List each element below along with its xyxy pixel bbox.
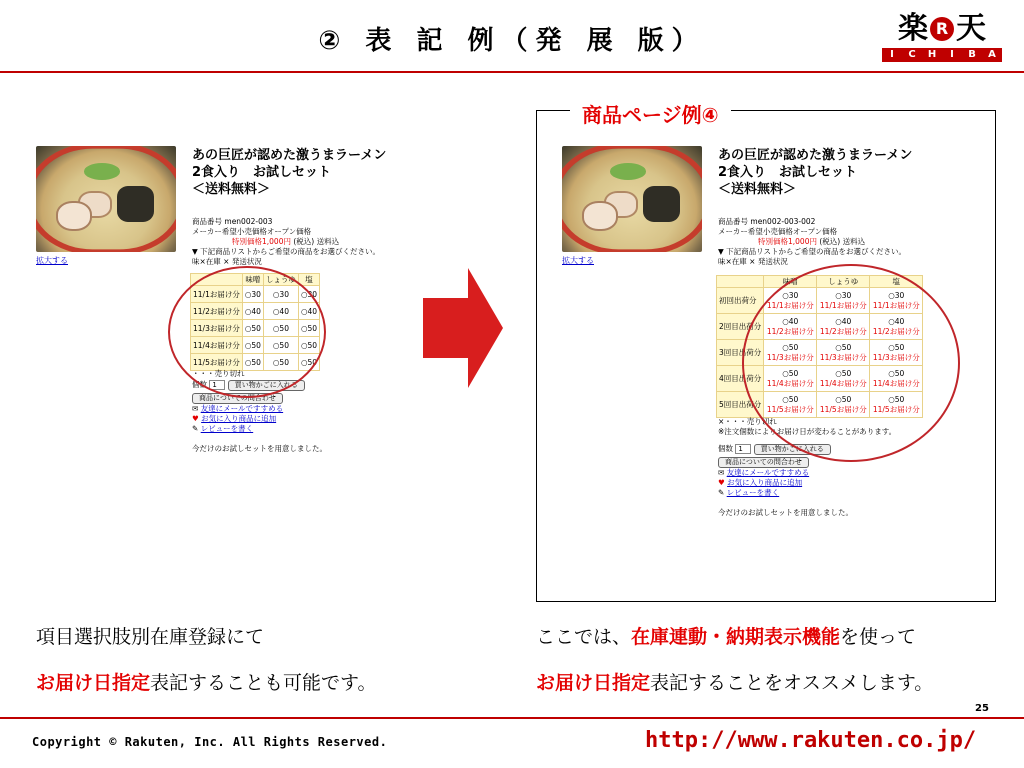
column-header: しょうゆ [263, 274, 298, 286]
header-divider [0, 71, 1024, 73]
row-label: 4回目出荷分 [717, 366, 764, 392]
highlight-ellipse-right [742, 264, 960, 462]
stock-option-radio[interactable]: ○50 [298, 320, 319, 337]
inquiry-button[interactable]: 商品についての問合わせ [192, 393, 283, 404]
stock-value: ○50 [888, 342, 905, 352]
stock-option-radio[interactable]: ○50 [263, 354, 298, 371]
caption-left-1: 項目選択肢別在庫登録にて [36, 626, 265, 648]
stock-option-radio[interactable]: ○50 [263, 337, 298, 354]
row-label: 11/3お届け分 [191, 320, 243, 337]
rakuten-url: http://www.rakuten.co.jp/ [645, 728, 977, 753]
highlight-ellipse-left [168, 266, 326, 398]
enlarge-link-right[interactable]: 拡大する [562, 256, 594, 265]
row-label: 2回目出荷分 [717, 314, 764, 340]
stock-option-radio[interactable]: ○30 [242, 286, 263, 303]
frame-title: 商品ページ例④ [570, 99, 731, 128]
delivery-date: 11/1お届け分 [766, 300, 814, 310]
row-label: 11/4お届け分 [191, 337, 243, 354]
inquiry-button-right[interactable]: 商品についての問合わせ [718, 457, 809, 468]
favorite-link[interactable]: お気に入り商品に追加 [201, 414, 277, 423]
stock-option-radio[interactable]: ○50 [242, 320, 263, 337]
caption-left-2: お届け日指定表記することも可能です。 [36, 672, 377, 694]
delivery-date: 11/1お届け分 [872, 300, 920, 310]
row-label: 11/1お届け分 [191, 286, 243, 303]
stock-value: ○40 [888, 316, 905, 326]
stock-value: ○50 [782, 368, 799, 378]
product-title: あの巨匠が認めた激うまラーメン 2食入り お試しセット ＜送料無料＞ [192, 148, 387, 197]
page-number: 25 [975, 703, 989, 714]
delivery-date: 11/5お届け分 [819, 404, 867, 414]
stock-option-radio[interactable]: ○40 [242, 303, 263, 320]
column-header: 味噌 [242, 274, 263, 286]
delivery-date: 11/3お届け分 [872, 352, 920, 362]
row-label: 11/2お届け分 [191, 303, 243, 320]
column-header: しょうゆ [817, 276, 870, 288]
pen-icon: ✎ [192, 424, 199, 433]
product-title-right: あの巨匠が認めた激うまラーメン 2食入り お試しセット ＜送料無料＞ [718, 148, 913, 197]
stock-option-radio[interactable]: ○40 [263, 303, 298, 320]
stock-value: ○50 [888, 368, 905, 378]
logo-mark-2: 天 [956, 11, 986, 46]
stock-value: ○40 [835, 316, 852, 326]
delivery-date: 11/3お届け分 [819, 352, 867, 362]
logo-letter: H [922, 48, 942, 62]
delivery-date: 11/2お届け分 [766, 326, 814, 336]
ramen-photo-right [562, 146, 702, 252]
qty-input-right[interactable]: 1 [735, 444, 751, 454]
footer-divider [0, 717, 1024, 719]
slide-title: ② 表 記 例（発 展 版） [318, 26, 706, 56]
stock-option-radio[interactable]: ○50 [242, 354, 263, 371]
product-info-right: 商品番号 men002-003-002 メーカー希望小売価格オープン価格 特別価格1,000円 (税込) 送料込 ▼ 下記商品リストからご希望の商品をお選びください。 味×在庫 × 発送状況 [718, 217, 907, 266]
stock-value: ○50 [835, 342, 852, 352]
add-to-cart-button-right[interactable]: 買い物かごに入れる [754, 444, 831, 455]
row-label: 3回目出荷分 [717, 340, 764, 366]
delivery-date: 11/2お届け分 [819, 326, 867, 336]
logo-letter: I [942, 48, 962, 62]
logo-letter: I [882, 48, 902, 62]
stock-option-radio[interactable]: ○50 [242, 337, 263, 354]
logo-letter: B [962, 48, 982, 62]
stock-option-radio[interactable]: ○30 [298, 286, 319, 303]
right-arrow-icon [423, 268, 505, 388]
review-link-right[interactable]: レビューを書く [726, 488, 780, 497]
delivery-date: 11/4お届け分 [872, 378, 920, 388]
stock-value: ○50 [782, 342, 799, 352]
delivery-date: 11/2お届け分 [872, 326, 920, 336]
logo-letters [882, 48, 1002, 62]
review-link[interactable]: レビューを書く [200, 424, 254, 433]
row-label: 初回出荷分 [717, 288, 764, 314]
caption-right-2: お届け日指定表記することをオススメします。 [536, 672, 934, 694]
mail-icon: ✉ [192, 404, 199, 413]
right-actions: ×・・・売り切れ ※注文個数によりお届け日が変わることがあります。 個数 1 買い物かごに入れる 商品についての問合わせ ✉ 友達にメールですすめる ♥ お気に入り商品に追加 ✎ レビューを書く 今だけのお試しセットを用意しました。 [718, 417, 897, 517]
delivery-date: 11/4お届け分 [819, 378, 867, 388]
stock-option-radio[interactable]: ○50 [298, 354, 319, 371]
mail-link[interactable]: 友達にメールですすめる [200, 404, 284, 413]
table-corner [717, 276, 764, 288]
logo-r-circle: R [930, 17, 954, 41]
column-header: 塩 [298, 274, 319, 286]
delivery-date: 11/4お届け分 [766, 378, 814, 388]
caption-right-1: ここでは、在庫連動・納期表示機能を使って [536, 626, 917, 648]
mail-link-right[interactable]: 友達にメールですすめる [726, 468, 810, 477]
stock-value: ○50 [835, 368, 852, 378]
column-header: 塩 [870, 276, 923, 288]
qty-input[interactable]: 1 [209, 380, 225, 390]
stock-option-radio[interactable]: ○30 [263, 286, 298, 303]
column-header: 味噌 [764, 276, 817, 288]
stock-value: ○50 [888, 394, 905, 404]
ramen-photo [36, 146, 176, 252]
delivery-date: 11/5お届け分 [872, 404, 920, 414]
logo-letter: C [902, 48, 922, 62]
heart-icon-right: ♥ [718, 478, 725, 487]
stock-value: ○30 [782, 290, 799, 300]
logo-mark-1: 楽 [898, 11, 928, 46]
stock-value: ○30 [835, 290, 852, 300]
enlarge-link[interactable]: 拡大する [36, 256, 68, 265]
stock-value: ○50 [835, 394, 852, 404]
heart-icon: ♥ [192, 414, 199, 423]
stock-option-radio[interactable]: ○40 [298, 303, 319, 320]
delivery-date: 11/3お届け分 [766, 352, 814, 362]
delivery-date: 11/1お届け分 [819, 300, 867, 310]
left-actions: ・・・売り切れ 個数 1 買い物かごに入れる 商品についての問合わせ ✉ 友達にメールですすめる ♥ お気に入り商品に追加 ✎ レビューを書く 今だけのお試しセットを用意しました。 [192, 369, 327, 453]
row-label: 11/5お届け分 [191, 354, 243, 371]
stock-value: ○30 [888, 290, 905, 300]
stock-option-radio[interactable]: ○50 [263, 320, 298, 337]
add-to-cart-button[interactable]: 買い物かごに入れる [228, 380, 305, 391]
row-label: 5回目出荷分 [717, 392, 764, 418]
rakuten-ichiba-logo [882, 12, 1002, 64]
delivery-date: 11/5お届け分 [766, 404, 814, 414]
product-info: 商品番号 men002-003 メーカー希望小売価格オープン価格 特別価格1,000円 (税込) 送料込 ▼ 下記商品リストからご希望の商品をお選びください。 味×在庫 × 発送状況 [192, 217, 381, 266]
pen-icon-right: ✎ [718, 488, 725, 497]
stock-option-radio[interactable]: ○50 [298, 337, 319, 354]
stock-value: ○40 [782, 316, 799, 326]
mail-icon-right: ✉ [718, 468, 725, 477]
favorite-link-right[interactable]: お気に入り商品に追加 [727, 478, 803, 487]
logo-letter: A [982, 48, 1002, 62]
copyright: Copyright © Rakuten, Inc. All Rights Reserved. [32, 735, 388, 749]
stock-value: ○50 [782, 394, 799, 404]
